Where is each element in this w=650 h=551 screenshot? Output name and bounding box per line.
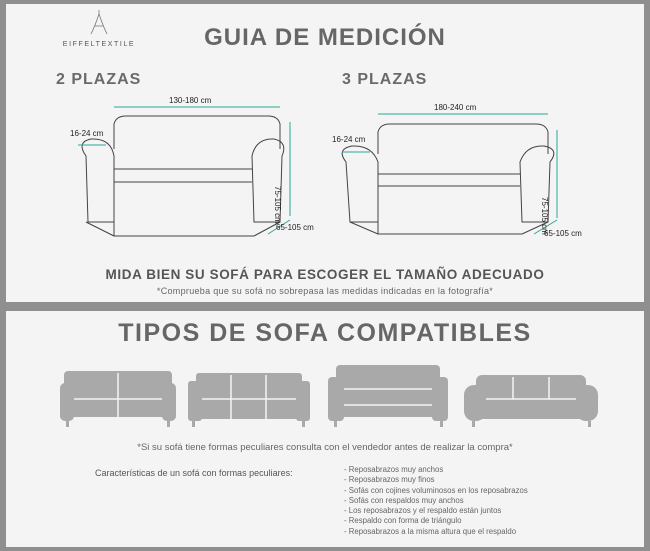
measure-note: *Comprueba que su sofá no sobrepasa las medidas indicadas en la fotografía*: [156, 286, 494, 296]
sofa-silhouette-4: [464, 375, 598, 427]
two-seater-height: 75-105 cm: [273, 186, 282, 224]
measure-instruction: MIDA BIEN SU SOFÁ PARA ESCOGER EL TAMAÑO ADECUADO: [105, 267, 545, 282]
characteristics-list: [344, 465, 528, 537]
three-seater-arm-width: 16-24 cm: [332, 135, 366, 144]
three-seater-depth: 65-105 cm: [544, 229, 582, 238]
list-item: - Reposabrazos a la misma altura que el respaldo: [344, 526, 517, 536]
sofa-silhouette-3: [328, 365, 448, 427]
compatible-disclaimer: *Si su sofá tiene formas peculiares consulta con el vendedor antes de realizar la compra*: [137, 442, 513, 453]
compatible-sofas-panel: [6, 311, 644, 547]
two-seater-label: 2 PLAZAS: [56, 71, 142, 88]
sofa-silhouette-2: [188, 373, 310, 427]
compatible-title: TIPOS DE SOFA COMPATIBLES: [118, 319, 532, 347]
three-seater-label: 3 PLAZAS: [342, 71, 428, 88]
brand-name: EIFFELTEXTILE: [62, 41, 136, 48]
three-seater-width: 180-240 cm: [434, 103, 477, 112]
measurement-guide-panel: [6, 4, 644, 302]
three-seater-height: 75-105 cm: [540, 197, 549, 235]
two-seater-arm-width: 16-24 cm: [70, 129, 104, 138]
list-item: - Respaldo con forma de triángulo: [344, 516, 462, 526]
characteristics-label: Características de un sofá con formas peculiares:: [95, 468, 293, 478]
list-item: - Sofás con cojines voluminosos en los reposabrazos: [344, 485, 528, 495]
list-item: - Reposabrazos muy finos: [344, 475, 435, 485]
list-item: - Los reposabrazos y el respaldo están juntos: [344, 506, 502, 516]
two-seater-width: 130-180 cm: [169, 96, 212, 105]
measure-guide-title: GUIA DE MEDICIÓN: [204, 24, 446, 51]
list-item: - Reposabrazos muy anchos: [344, 465, 444, 474]
compatible-sofa-silhouettes: [6, 359, 644, 439]
two-seater-depth: 65-105 cm: [276, 223, 314, 232]
list-item: - Sofás con respaldos muy anchos: [344, 495, 464, 505]
three-seater-sofa-diagram: [6, 4, 650, 304]
